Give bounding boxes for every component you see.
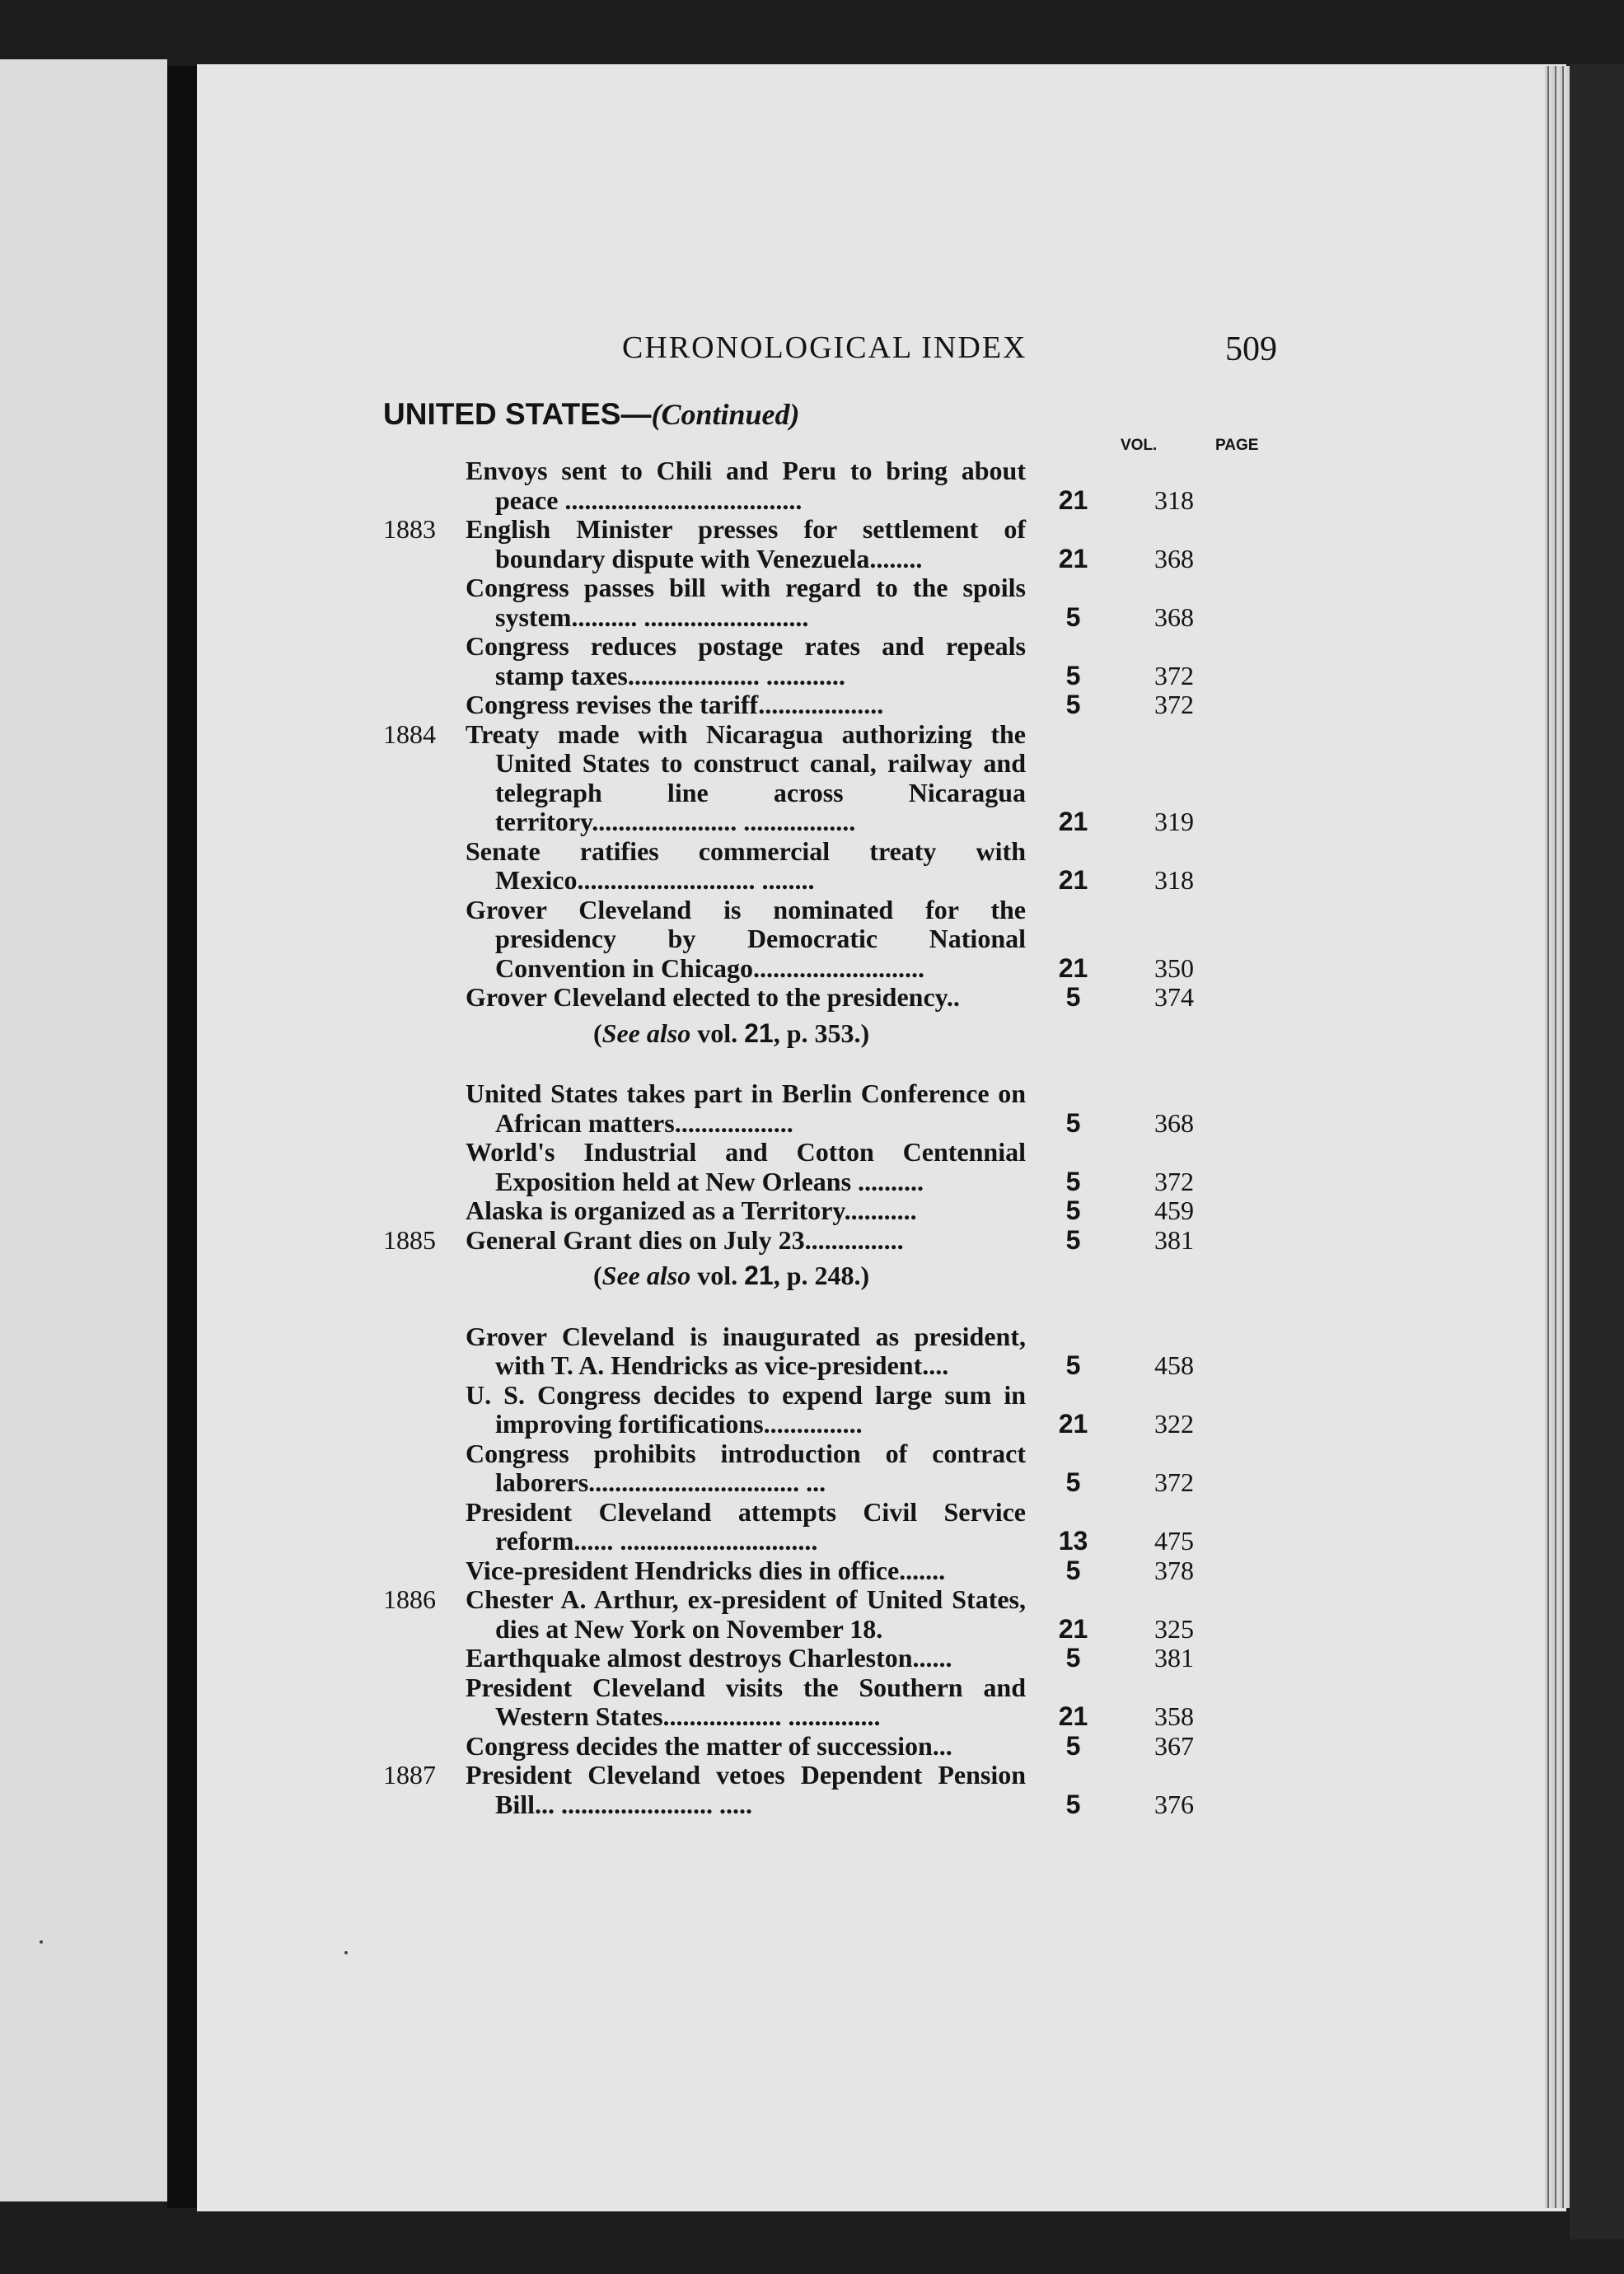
entry-year bbox=[383, 1673, 457, 1732]
entry-text: President Cleveland vetoes Dependent Pension Bill... ....................... ..... bbox=[466, 1760, 1026, 1819]
see-also-label: See also bbox=[601, 1018, 691, 1048]
entry-text: World's Industrial and Cotton Centennial Exposition held at New Orleans .......... bbox=[466, 1137, 1026, 1196]
entry-year: 1885 bbox=[383, 1224, 436, 1255]
page-ref: , p. 353.) bbox=[773, 1018, 870, 1048]
entry-text: President Cleveland attempts Civil Service reform...... .............................. bbox=[466, 1496, 1026, 1556]
entry-year: 1884 bbox=[383, 718, 436, 749]
index-entry bbox=[383, 1585, 1277, 1644]
entry-text: Congress decides the matter of succession... bbox=[466, 1730, 952, 1761]
entry-vol: 21 bbox=[1058, 543, 1088, 573]
entry-page: 367 bbox=[1154, 1730, 1194, 1761]
entry-year bbox=[383, 1138, 457, 1196]
index-entry bbox=[383, 573, 1277, 632]
entry-vol: 5 bbox=[1065, 1107, 1081, 1138]
entry-vol: 5 bbox=[1065, 660, 1081, 690]
entry-page: 376 bbox=[1154, 1789, 1194, 1819]
index-entry bbox=[383, 1498, 1277, 1556]
entry-text: Senate ratifies commercial treaty with Mexico........................... ........ bbox=[466, 835, 1026, 895]
vol-column-header: VOL. bbox=[1121, 437, 1158, 454]
entry-vol: 21 bbox=[1058, 1409, 1088, 1439]
index-entry bbox=[383, 690, 1277, 720]
left-page-edge bbox=[0, 59, 167, 2201]
entry-year bbox=[383, 690, 457, 720]
entry-group-3 bbox=[383, 1322, 1277, 1820]
index-entry bbox=[383, 515, 1277, 573]
page-stack-edge bbox=[1545, 66, 1570, 2208]
entry-page: 319 bbox=[1154, 807, 1194, 836]
section-title: UNITED STATES— bbox=[383, 397, 652, 431]
entry-vol: 5 bbox=[1065, 1467, 1081, 1497]
entry-year bbox=[383, 896, 457, 984]
entry-text: Envoys sent to Chili and Peru to bring about peace .................................... bbox=[466, 456, 1026, 515]
entry-year bbox=[383, 573, 457, 632]
entry-page: 374 bbox=[1154, 982, 1194, 1012]
page-header bbox=[383, 330, 1277, 387]
entry-page: 475 bbox=[1154, 1526, 1194, 1556]
index-entry bbox=[383, 1644, 1277, 1673]
entry-text: U. S. Congress decides to expend large sum in improving fortifications............... bbox=[466, 1379, 1026, 1439]
index-entry bbox=[383, 1556, 1277, 1586]
entry-group-1 bbox=[383, 456, 1277, 1013]
index-entry bbox=[383, 1761, 1277, 1819]
entry-page: 350 bbox=[1154, 952, 1194, 983]
entry-page: 368 bbox=[1154, 1107, 1194, 1138]
entry-year bbox=[383, 1732, 457, 1762]
index-entry bbox=[383, 1732, 1277, 1762]
entry-year: 1887 bbox=[383, 1760, 436, 1790]
entry-page: 372 bbox=[1154, 690, 1194, 719]
entry-year bbox=[383, 1381, 457, 1439]
entry-vol: 21 bbox=[1058, 1613, 1088, 1644]
page-ref: , p. 248.) bbox=[773, 1261, 870, 1290]
entry-text: English Minister presses for settlement of boundary dispute with Venezuela........ bbox=[466, 514, 1026, 573]
entry-text: Congress prohibits introduction of contract laborers................................ ... bbox=[466, 1438, 1026, 1497]
right-margin-shadow bbox=[1570, 64, 1624, 2239]
entry-text: Treaty made with Nicaragua authorizing the United States to construct canal, railway and telegraph line across Nicaragua territory...................... ................. bbox=[466, 718, 1026, 836]
entry-vol: 13 bbox=[1058, 1526, 1088, 1556]
entry-page: 372 bbox=[1154, 660, 1194, 690]
entry-page: 318 bbox=[1154, 865, 1194, 895]
entry-page: 358 bbox=[1154, 1701, 1194, 1731]
entry-year bbox=[383, 1196, 457, 1226]
entry-page: 325 bbox=[1154, 1613, 1194, 1644]
entry-vol: 5 bbox=[1065, 1555, 1081, 1585]
scan-speck bbox=[344, 1951, 348, 1954]
see-also-label: See also bbox=[601, 1261, 691, 1290]
page-column-header: PAGE bbox=[1215, 437, 1259, 454]
index-entry bbox=[383, 720, 1277, 837]
index-entry bbox=[383, 837, 1277, 896]
section-continued: (Continued) bbox=[651, 398, 800, 431]
entry-page: 378 bbox=[1154, 1555, 1194, 1585]
entry-year bbox=[383, 1439, 457, 1498]
entry-text: United States takes part in Berlin Conference on African matters.................. bbox=[466, 1079, 1026, 1138]
entry-vol: 21 bbox=[1058, 952, 1088, 983]
entry-vol: 5 bbox=[1065, 1224, 1081, 1255]
section-heading bbox=[383, 397, 1277, 432]
index-entry bbox=[383, 1322, 1277, 1381]
entry-text: Congress passes bill with regard to the spoils system.......... ......................... bbox=[466, 573, 1026, 632]
entry-text: Chester A. Arthur, ex-president of United States, dies at New York on November 18. bbox=[466, 1584, 1026, 1644]
entry-vol: 5 bbox=[1065, 1643, 1081, 1673]
entry-year bbox=[383, 1644, 457, 1673]
entry-year bbox=[383, 1079, 457, 1138]
running-title: CHRONOLOGICAL INDEX bbox=[622, 330, 1027, 365]
page-number: 509 bbox=[1225, 330, 1277, 368]
entry-vol: 5 bbox=[1065, 601, 1081, 632]
entry-page: 458 bbox=[1154, 1350, 1194, 1380]
entry-text: Congress reduces postage rates and repeals stamp taxes.................... ............ bbox=[466, 631, 1026, 690]
entry-text: Grover Cleveland is nominated for the presidency by Democratic National Convention in Chicago.......................... bbox=[466, 894, 1026, 983]
see-also-note-1: (See also vol. 21, p. 353.) bbox=[593, 1018, 870, 1048]
entry-year bbox=[383, 983, 457, 1013]
entry-vol: 21 bbox=[1058, 865, 1088, 895]
entry-year bbox=[383, 456, 457, 515]
vol-label: vol. bbox=[697, 1018, 738, 1048]
entry-text: Grover Cleveland elected to the presidency.. bbox=[466, 982, 960, 1012]
index-entry bbox=[383, 1439, 1277, 1498]
entry-page: 459 bbox=[1154, 1195, 1194, 1225]
entry-group-2 bbox=[383, 1079, 1277, 1255]
entry-page: 318 bbox=[1154, 484, 1194, 515]
vol-ref: 21 bbox=[744, 1261, 774, 1290]
scan-speck bbox=[40, 1940, 43, 1944]
entry-vol: 21 bbox=[1058, 807, 1088, 836]
index-entry bbox=[383, 983, 1277, 1013]
index-entry bbox=[383, 632, 1277, 690]
entry-year bbox=[383, 1322, 457, 1381]
entry-text: General Grant dies on July 23............... bbox=[466, 1224, 904, 1255]
column-headers bbox=[383, 432, 1277, 456]
entry-text: Earthquake almost destroys Charleston...... bbox=[466, 1643, 952, 1673]
index-entry bbox=[383, 1381, 1277, 1439]
index-entry bbox=[383, 1226, 1277, 1256]
index-entry bbox=[383, 1196, 1277, 1226]
entry-vol: 5 bbox=[1065, 690, 1081, 719]
entry-vol: 5 bbox=[1065, 1350, 1081, 1380]
index-content bbox=[383, 330, 1277, 1819]
entry-text: Grover Cleveland is inaugurated as president, with T. A. Hendricks as vice-president.... bbox=[466, 1321, 1026, 1380]
entry-text: Congress revises the tariff................... bbox=[466, 690, 884, 719]
see-also-note-2: (See also vol. 21, p. 248.) bbox=[593, 1261, 870, 1290]
entry-text: President Cleveland visits the Southern and Western States.................. .............. bbox=[466, 1672, 1026, 1731]
entry-text: Vice-president Hendricks dies in office....... bbox=[466, 1555, 946, 1585]
entry-vol: 5 bbox=[1065, 1166, 1081, 1196]
index-entry bbox=[383, 1079, 1277, 1138]
entry-year: 1883 bbox=[383, 514, 436, 544]
entry-text: Alaska is organized as a Territory........... bbox=[466, 1195, 917, 1225]
entry-year bbox=[383, 632, 457, 690]
entry-page: 368 bbox=[1154, 601, 1194, 632]
entry-page: 381 bbox=[1154, 1643, 1194, 1673]
book-spine bbox=[167, 66, 197, 2208]
entry-page: 368 bbox=[1154, 543, 1194, 573]
vol-label: vol. bbox=[697, 1261, 738, 1290]
index-entry bbox=[383, 1138, 1277, 1196]
entry-vol: 5 bbox=[1065, 982, 1081, 1012]
vol-ref: 21 bbox=[744, 1018, 774, 1048]
entry-page: 372 bbox=[1154, 1467, 1194, 1497]
index-entry bbox=[383, 1673, 1277, 1732]
entry-vol: 5 bbox=[1065, 1195, 1081, 1225]
entry-vol: 5 bbox=[1065, 1789, 1081, 1819]
entry-year bbox=[383, 837, 457, 896]
entry-vol: 5 bbox=[1065, 1730, 1081, 1761]
entry-year bbox=[383, 1556, 457, 1586]
entry-vol: 21 bbox=[1058, 484, 1088, 515]
entry-year: 1886 bbox=[383, 1584, 436, 1614]
entry-page: 372 bbox=[1154, 1166, 1194, 1196]
index-entry bbox=[383, 456, 1277, 515]
index-entry bbox=[383, 896, 1277, 984]
entry-vol: 21 bbox=[1058, 1701, 1088, 1731]
entry-page: 381 bbox=[1154, 1224, 1194, 1255]
entry-page: 322 bbox=[1154, 1409, 1194, 1439]
entry-year bbox=[383, 1498, 457, 1556]
